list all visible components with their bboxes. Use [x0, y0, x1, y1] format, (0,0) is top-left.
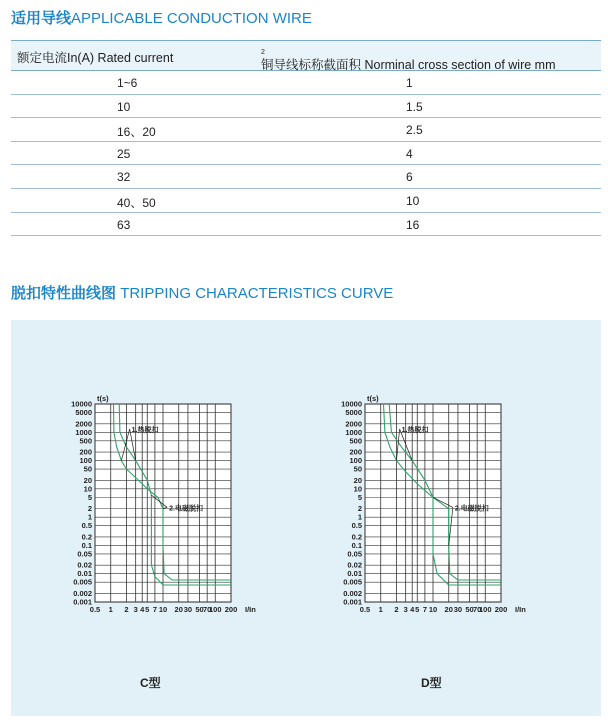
y-tick-label: 1000 [75, 427, 92, 437]
section-title-wire [11, 7, 312, 28]
y-tick-label: 200 [79, 447, 92, 457]
y-tick-label: 2000 [345, 419, 362, 429]
x-tick-label: 10 [428, 605, 438, 614]
y-tick-label: 100 [349, 456, 362, 466]
x-tick-label: 100 [209, 605, 222, 614]
y-tick-label: 5 [87, 492, 92, 502]
cell-current: 10 [117, 99, 131, 114]
annotation-label: 2.电磁脱扣 [454, 505, 489, 513]
y-tick-label: 50 [83, 464, 92, 474]
x-tick-label: 3 [133, 605, 138, 614]
x-tick-label: 5 [145, 605, 150, 614]
y-tick-label: 500 [79, 436, 92, 446]
table-row [11, 95, 601, 119]
x-tick-label: 200 [224, 605, 238, 614]
y-tick-label: 0.01 [77, 569, 92, 579]
x-tick-label: 2 [124, 605, 129, 614]
y-tick-label: 0.002 [73, 588, 92, 598]
y-tick-label: 20 [83, 475, 92, 485]
cell-section: 16 [406, 217, 420, 232]
x-tick-label: 1 [378, 605, 383, 614]
y-tick-label: 10000 [341, 399, 362, 409]
x-tick-label: 0.5 [89, 605, 101, 614]
x-tick-label: 1 [108, 605, 113, 614]
cell-current: 32 [117, 170, 131, 185]
x-tick-label: 50 [465, 605, 474, 614]
table-row [11, 142, 601, 166]
y-tick-label: 0.05 [77, 549, 92, 559]
cell-section: 1 [406, 76, 413, 90]
section-title-curve [11, 282, 393, 303]
y-tick-label: 200 [349, 447, 362, 457]
x-axis-label: I/In [515, 605, 526, 614]
y-tick-label: 10 [353, 484, 362, 494]
header-section [261, 48, 556, 72]
x-tick-label: 20 [174, 605, 183, 614]
x-tick-label: 2 [394, 605, 399, 614]
x-tick-label: 50 [195, 605, 204, 614]
chart-d [11, 320, 601, 660]
cell-section: 6 [406, 170, 413, 185]
cell-current: 16、20 [117, 125, 156, 140]
x-tick-label: 7 [422, 605, 427, 614]
cell-current: 40、50 [117, 195, 156, 210]
x-tick-label: 5 [415, 605, 420, 614]
cell-current: 63 [117, 217, 131, 232]
x-tick-label: 70 [202, 605, 212, 614]
x-tick-label: 20 [444, 605, 453, 614]
cell-section: 1.5 [406, 99, 423, 114]
x-tick-label: 3 [403, 605, 408, 614]
x-tick-label: 200 [494, 605, 508, 614]
x-tick-label: 10 [158, 605, 168, 614]
y-tick-label: 1 [87, 512, 92, 522]
wire-table [11, 40, 601, 236]
cell-section: 2.5 [406, 123, 423, 138]
y-tick-label: 0.001 [343, 597, 362, 607]
x-tick-label: 70 [472, 605, 482, 614]
x-tick-label: 30 [183, 605, 193, 614]
y-tick-label: 100 [79, 456, 92, 466]
y-tick-label: 0.5 [351, 521, 362, 531]
y-tick-label: 5000 [75, 408, 92, 418]
section-title-cn: 适用导线 [11, 10, 72, 27]
y-tick-label: 0.002 [343, 588, 362, 598]
y-tick-label: 5 [357, 492, 362, 502]
y-tick-label: 0.02 [347, 560, 362, 570]
annotation-label: 2.电磁脱扣 [169, 505, 203, 513]
cell-section: 10 [406, 193, 420, 208]
y-tick-label: 10 [83, 484, 92, 494]
x-axis-label: I/In [245, 605, 256, 614]
table-row [11, 71, 601, 95]
table-row [11, 213, 601, 237]
y-tick-label: 1000 [345, 427, 362, 437]
y-tick-label: 0.5 [81, 521, 92, 531]
y-tick-label: 50 [353, 464, 362, 474]
wire-table-header [11, 40, 601, 71]
section-title-cn: 脱扣特性曲线图 [11, 285, 117, 302]
y-tick-label: 5000 [345, 408, 362, 418]
x-tick-label: 7 [152, 605, 157, 614]
y-tick-label: 0.02 [77, 560, 92, 570]
y-tick-label: 0.2 [81, 532, 92, 542]
chart-c-title: C型 [140, 676, 161, 690]
x-tick-label: 4 [140, 605, 145, 614]
annotation-label: 1.热脱扣 [131, 427, 159, 435]
cell-current: 1~6 [117, 76, 138, 90]
x-tick-label: 100 [479, 605, 492, 614]
header-section-text: 铜导线标称截面积 Norminal cross section of wire mm [261, 58, 556, 72]
table-row [11, 165, 601, 189]
table-row [11, 189, 601, 213]
table-row [11, 118, 601, 142]
section-title-en: TRIPPING CHARACTERISTICS CURVE [120, 285, 394, 302]
y-tick-label: 2 [357, 504, 362, 514]
y-tick-label: 2000 [75, 419, 92, 429]
cell-section: 4 [406, 146, 413, 161]
chart-d-title: D型 [421, 676, 442, 690]
header-current: 额定电流In(A) Rated current [17, 51, 174, 65]
y-tick-label: 1 [357, 512, 362, 522]
y-tick-label: 0.1 [351, 540, 362, 550]
cell-current: 25 [117, 146, 131, 161]
y-tick-label: 0.005 [73, 577, 92, 587]
y-tick-label: 0.05 [347, 549, 362, 559]
x-tick-label: 4 [410, 605, 415, 614]
y-tick-label: 0.1 [81, 540, 92, 550]
y-axis-label: t(s) [97, 394, 109, 403]
chart-panel [11, 320, 601, 716]
y-axis-label: t(s) [367, 394, 379, 403]
y-tick-label: 20 [353, 475, 362, 485]
y-tick-label: 10000 [71, 399, 92, 409]
y-tick-label: 500 [349, 436, 362, 446]
section-title-en: APPLICABLE CONDUCTION WIRE [71, 10, 312, 27]
y-tick-label: 0.01 [347, 569, 362, 579]
annotation-label: 1.热脱扣 [401, 427, 429, 435]
header-section-sup: 2 [261, 48, 265, 56]
y-tick-label: 0.001 [73, 597, 92, 607]
y-tick-label: 0.005 [343, 577, 362, 587]
y-tick-label: 2 [87, 504, 92, 514]
x-tick-label: 0.5 [359, 605, 371, 614]
y-tick-label: 0.2 [351, 532, 362, 542]
x-tick-label: 30 [453, 605, 463, 614]
